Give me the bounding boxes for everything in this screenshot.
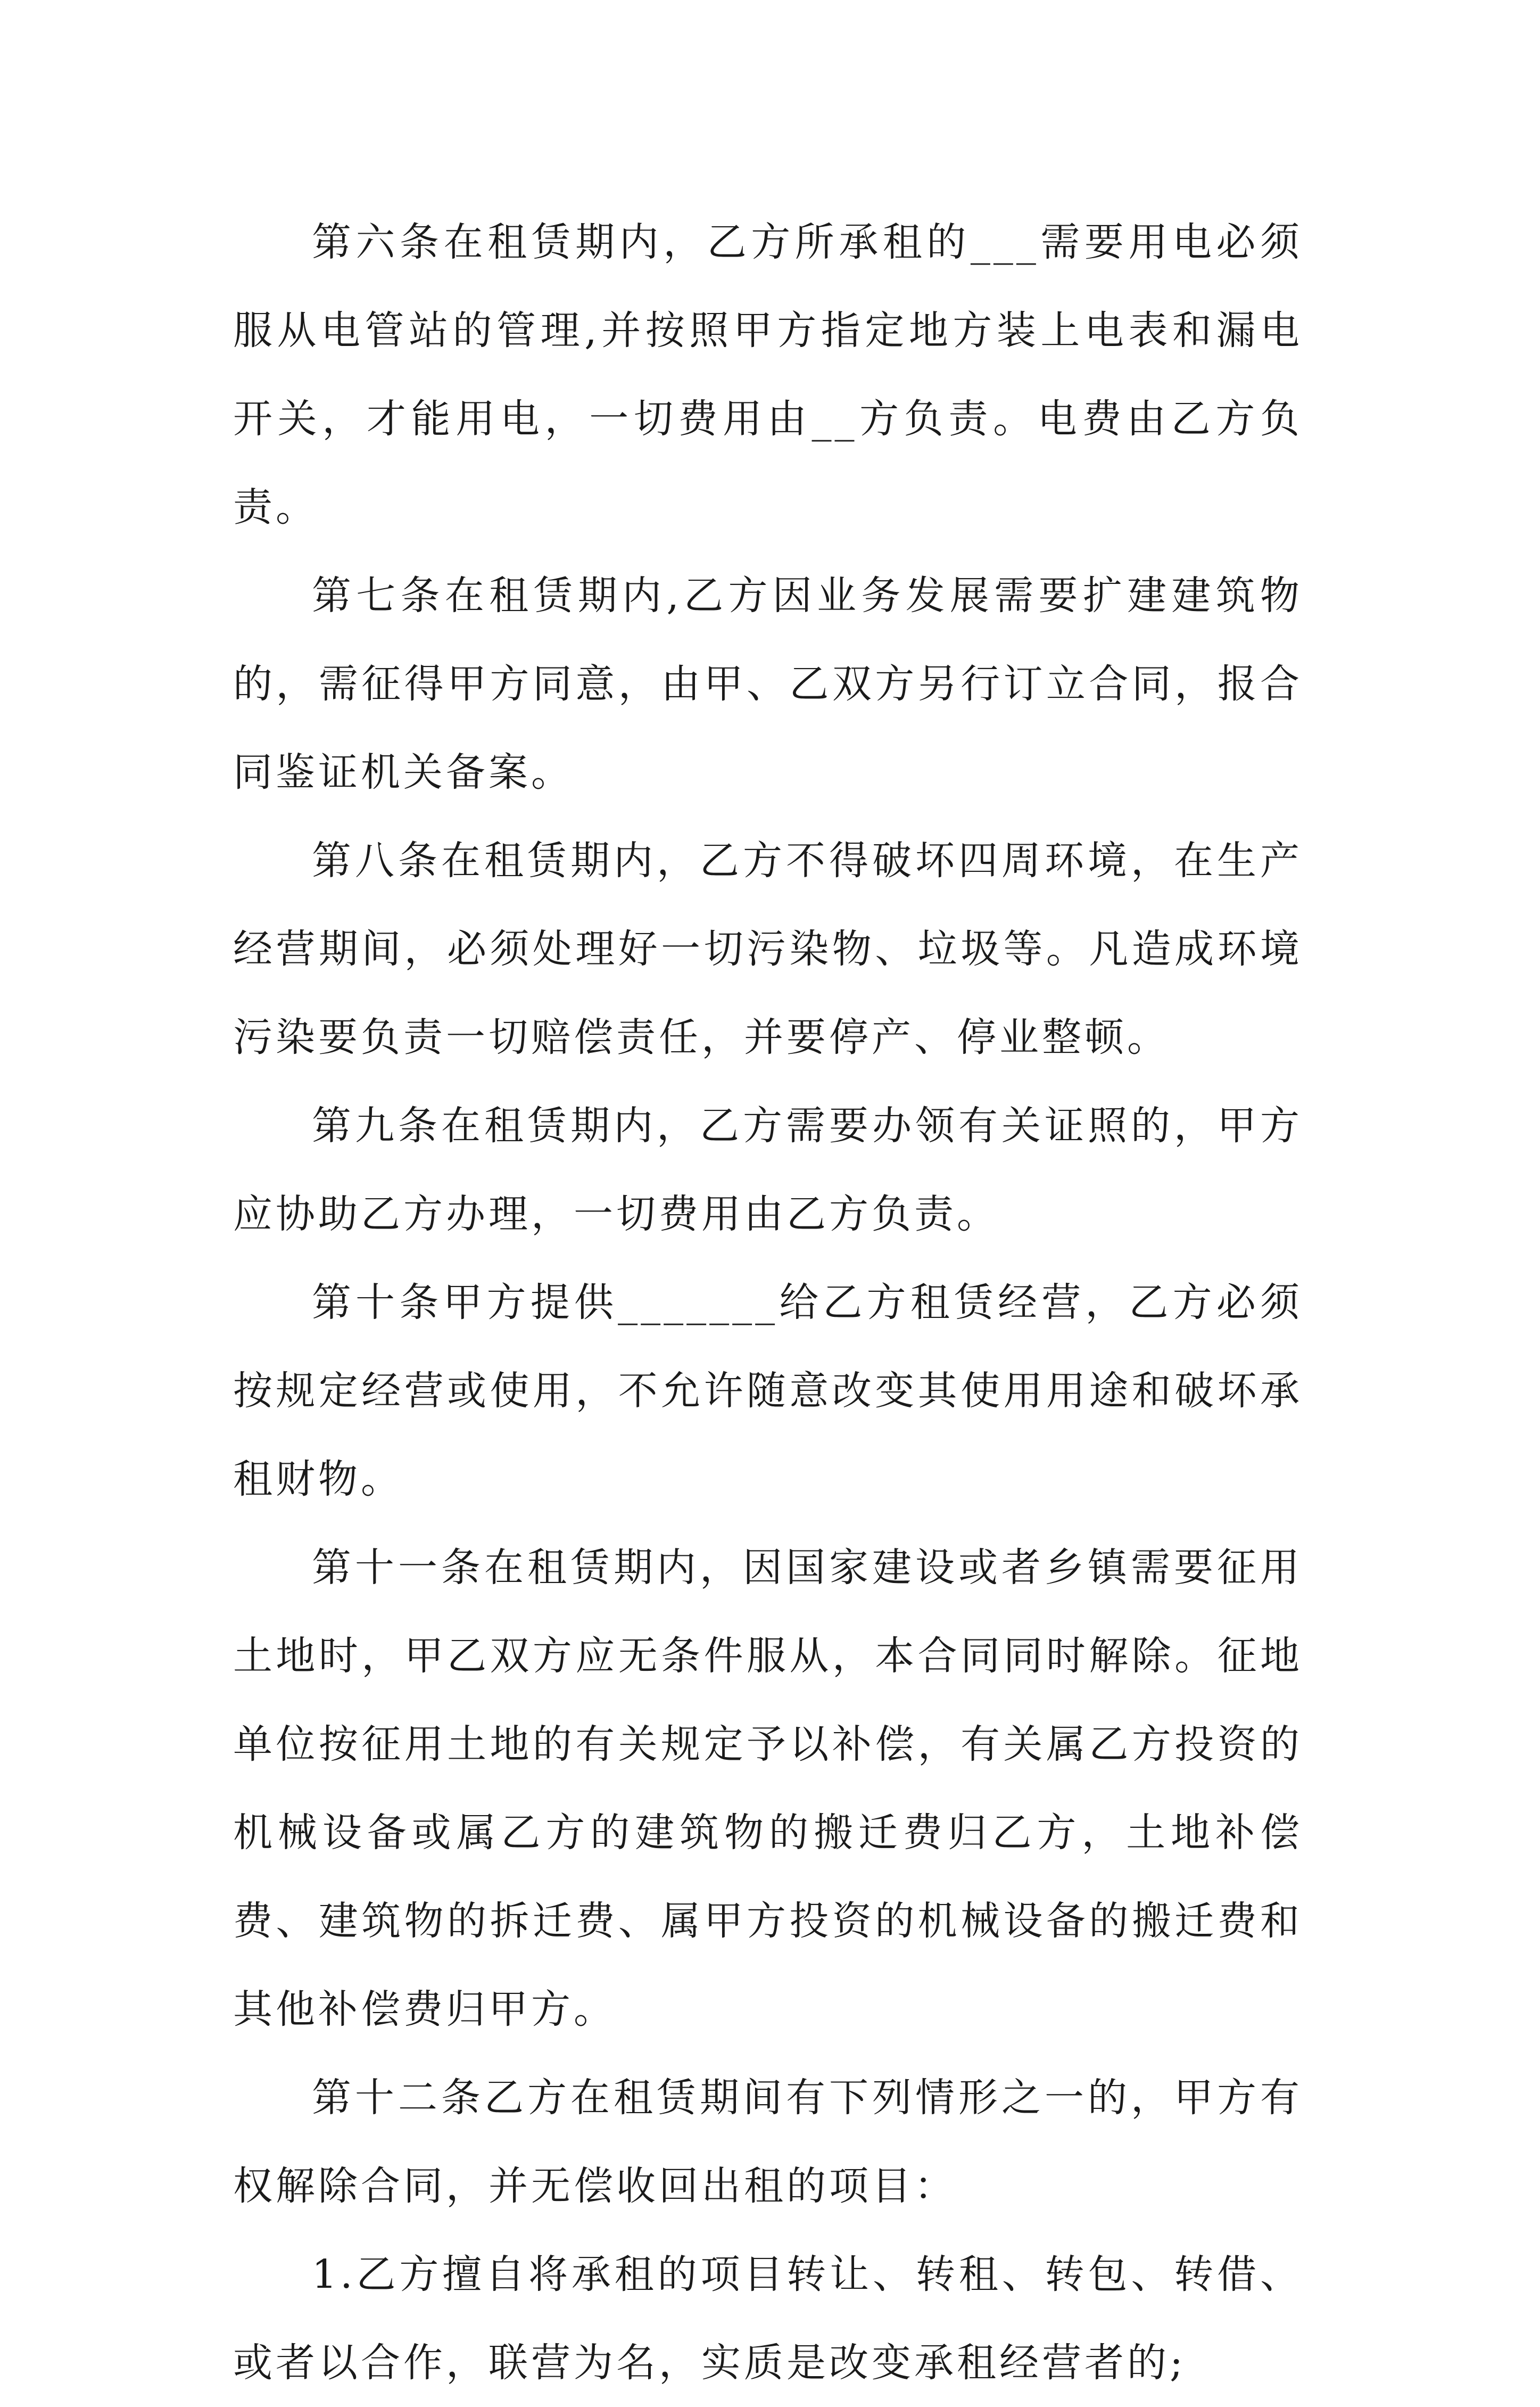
clause-7-paragraph: 第七条在租赁期内,乙方因业务发展需要扩建建筑物的，需征得甲方同意，由甲、乙双方另行订立合同，报合同鉴证机关备案。 [233,573,1303,795]
document-body [233,198,1303,2407]
clause-9-paragraph: 第九条在租赁期内，乙方需要办领有关证照的，甲方应协助乙方办理，一切费用由乙方负责。 [233,1103,1303,1237]
clause-6-paragraph: 第六条在租赁期内，乙方所承租的___需要用电必须服从电管站的管理,并按照甲方指定地方装上电表和漏电开关，才能用电，一切费用由__方负责。电费由乙方负责。 [233,219,1303,530]
clause-12-paragraph: 第十二条乙方在租赁期间有下列情形之一的，甲方有权解除合同，并无偿收回出租的项目： [233,2075,1303,2209]
clause-8-paragraph: 第八条在租赁期内，乙方不得破坏四周环境，在生产经营期间，必须处理好一切污染物、垃圾等。凡造成环境污染要负责一切赔偿责任，并要停产、停业整顿。 [233,838,1303,1060]
clause-11-paragraph: 第十一条在租赁期内，因国家建设或者乡镇需要征用土地时，甲乙双方应无条件服从，本合同同时解除。征地单位按征用土地的有关规定予以补偿，有关属乙方投资的机械设备或属乙方的建筑物的搬迁费归乙方，土地补偿费、建筑物的拆迁费、属甲方投资的机械设备的搬迁费和其他补偿费归甲方。 [233,1545,1303,2032]
clause-12-item-1-paragraph: 1.乙方擅自将承租的项目转让、转租、转包、转借、或者以合作，联营为名，实质是改变承租经营者的; [233,2252,1303,2386]
clause-10-paragraph: 第十条甲方提供_______给乙方租赁经营，乙方必须按规定经营或使用，不允许随意改变其使用用途和破坏承租财物。 [233,1280,1303,1502]
